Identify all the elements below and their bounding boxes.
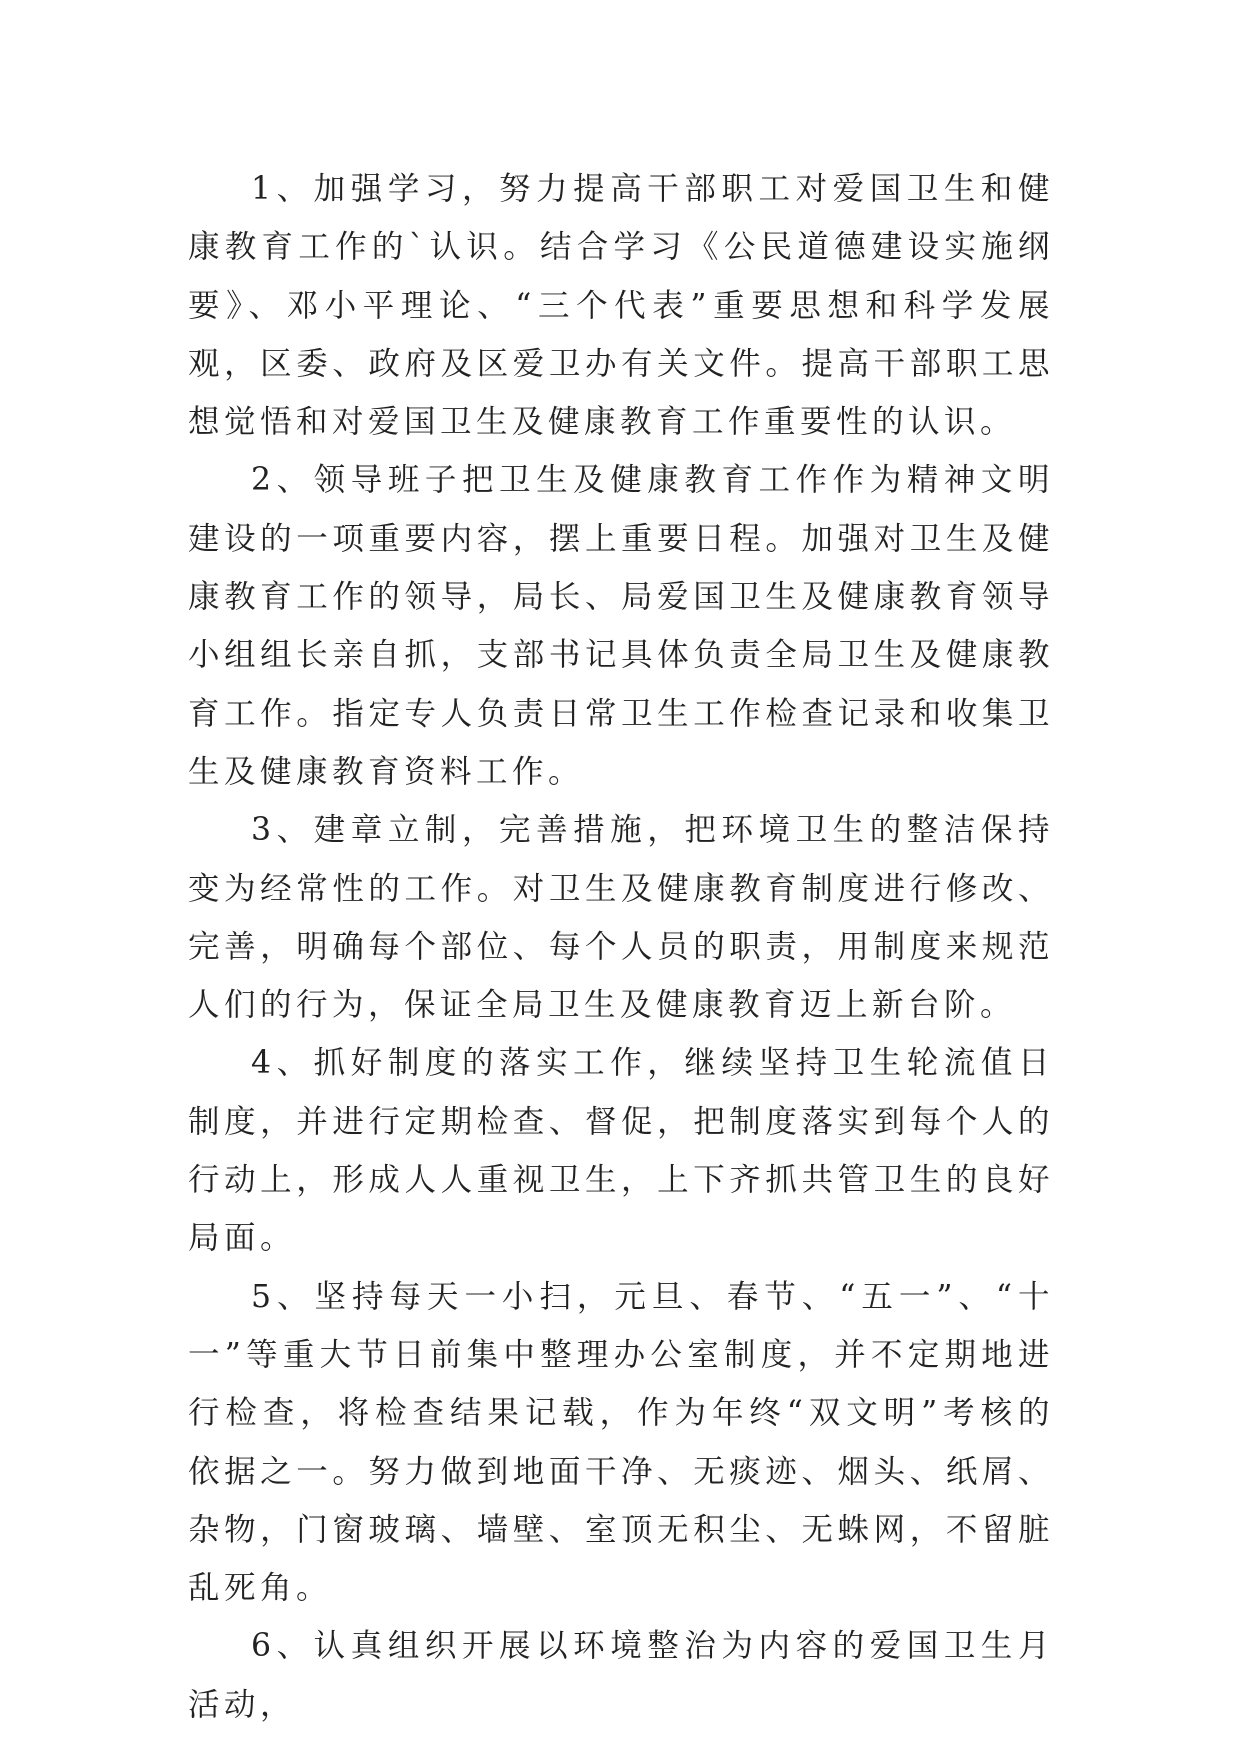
document-body — [188, 160, 1054, 1734]
paragraph-5: 5、坚持每天一小扫，元旦、春节、“五一”、“十一”等重大节日前集中整理办公室制度，并不定期地进行检查，将检查结果记载，作为年终“双文明”考核的依据之一。努力做到地面干净、无痰迹、烟头、纸屑、杂物，门窗玻璃、墙壁、室顶无积尘、无蛛网，不留脏乱死角。 — [188, 1278, 1054, 1607]
paragraph-2: 2、领导班子把卫生及健康教育工作作为精神文明建设的一项重要内容，摆上重要日程。加强对卫生及健康教育工作的领导，局长、局爱国卫生及健康教育领导小组组长亲自抓，支部书记具体负责全局卫生及健康教育工作。指定专人负责日常卫生工作检查记录和收集卫生及健康教育资料工作。 — [188, 462, 1054, 790]
paragraph-4: 4、抓好制度的落实工作，继续坚持卫生轮流值日制度，并进行定期检查、督促，把制度落实到每个人的行动上，形成人人重视卫生，上下齐抓共管卫生的良好局面。 — [188, 1045, 1054, 1257]
paragraph-3: 3、建章立制，完善措施，把环境卫生的整洁保持变为经常性的工作。对卫生及健康教育制度进行修改、完善，明确每个部位、每个人员的职责，用制度来规范人们的行为，保证全局卫生及健康教育迈上新台阶。 — [188, 812, 1054, 1024]
paragraph-1: 1、加强学习，努力提高干部职工对爱国卫生和健康教育工作的`认识。结合学习《公民道德建设实施纲要》、邓小平理论、“三个代表”重要思想和科学发展观，区委、政府及区爱卫办有关文件。提高干部职工思想觉悟和对爱国卫生及健康教育工作重要性的认识。 — [188, 171, 1054, 441]
paragraph-6: 6、认真组织开展以环境整治为内容的爱国卫生月活动， — [188, 1628, 1054, 1723]
